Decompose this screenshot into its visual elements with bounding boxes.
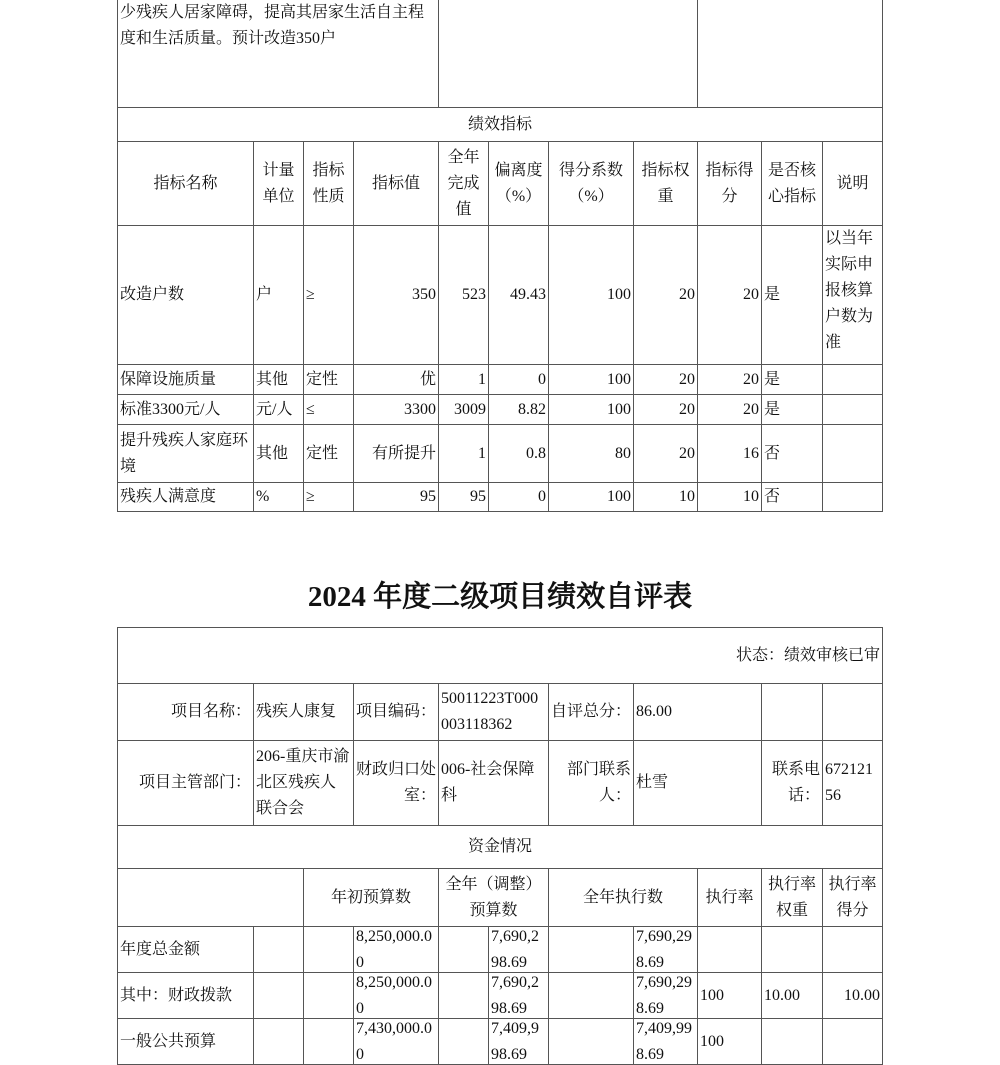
indicator-cell-text: 提升残疾人家庭环境 bbox=[120, 431, 249, 475]
funds-cell bbox=[761, 972, 823, 1019]
indicator-cell-text: 元/人 bbox=[256, 400, 293, 418]
indicator-cell bbox=[303, 394, 354, 425]
section-title-funds bbox=[117, 825, 883, 869]
funds-header-text: 全年执行数 bbox=[582, 888, 663, 906]
indicator-cell bbox=[353, 482, 439, 512]
indicator-cell bbox=[697, 364, 762, 395]
project-description-text: 少残疾人居家障碍，提高其居家生活自主程度和生活质量。预计改造350户 bbox=[120, 4, 425, 47]
indicator-cell-text: 有所提升 bbox=[371, 444, 436, 462]
indicator-cell bbox=[303, 482, 354, 512]
project_code_label-text: 项目编码： bbox=[356, 703, 437, 720]
funds-header bbox=[761, 868, 823, 927]
funds-header bbox=[697, 868, 762, 927]
indicator-cell-text: 优 bbox=[419, 370, 436, 388]
section-title-indicators-text: 绩效指标 bbox=[467, 115, 532, 133]
contact bbox=[633, 740, 762, 826]
indicator-header bbox=[303, 141, 354, 226]
finance_label bbox=[353, 740, 439, 826]
indicator-header-text: 指标权重 bbox=[641, 161, 690, 205]
indicator-cell-text: 户 bbox=[256, 286, 273, 303]
funds-cell bbox=[633, 926, 698, 973]
funds-cell-text: 7,430,000.00 bbox=[356, 1019, 432, 1063]
indicator-cell-text: 100 bbox=[607, 488, 631, 505]
project_code bbox=[438, 683, 549, 741]
indicator-cell bbox=[438, 482, 489, 512]
indicator-cell bbox=[822, 482, 883, 512]
funds-header-text: 执行率权重 bbox=[767, 875, 816, 919]
indicator-header-text: 偏离度（%） bbox=[494, 161, 543, 205]
indicator-cell bbox=[633, 394, 698, 425]
funds-cell bbox=[438, 1018, 489, 1065]
indicator-cell-text: 3009 bbox=[454, 400, 486, 418]
indicator-cell bbox=[548, 424, 634, 483]
funds-cell bbox=[253, 1018, 304, 1065]
funds-header-text: 执行率 bbox=[705, 888, 754, 906]
indicator-cell bbox=[353, 394, 439, 425]
indicator-cell-text: 80 bbox=[615, 444, 631, 462]
indicator-cell bbox=[488, 394, 549, 425]
funds-cell bbox=[488, 1018, 549, 1065]
indicator-cell-text: 以当年实际申报核算户数为准 bbox=[825, 230, 874, 351]
funds-cell-text: 7,409,998.69 bbox=[636, 1019, 692, 1063]
indicator-cell-text: 100 bbox=[607, 400, 631, 418]
contact_label bbox=[548, 740, 634, 826]
indicator-cell bbox=[822, 394, 883, 425]
indicator-cell-text: 16 bbox=[743, 444, 759, 462]
score bbox=[633, 683, 762, 741]
indicator-cell-text: % bbox=[256, 488, 270, 505]
indicator-cell bbox=[438, 225, 489, 365]
indicator-cell-text: 3300 bbox=[404, 400, 436, 418]
indicator-cell bbox=[548, 482, 634, 512]
indicator-cell bbox=[761, 225, 823, 365]
indicator-cell bbox=[117, 424, 254, 483]
section-title-indicators bbox=[117, 107, 883, 142]
project_code-text: 50011223T000003118362 bbox=[441, 690, 539, 733]
funds-cell bbox=[488, 972, 549, 1019]
funds-cell bbox=[697, 972, 762, 1019]
funds-header bbox=[548, 868, 698, 927]
indicator-cell-text: 0 bbox=[538, 370, 546, 388]
indicator-header-text: 全年完成值 bbox=[447, 148, 480, 218]
project_name_label bbox=[117, 683, 254, 741]
funds-cell bbox=[548, 972, 634, 1019]
funds-cell bbox=[303, 1018, 354, 1065]
funds-cell bbox=[633, 1018, 698, 1065]
indicator-cell bbox=[117, 225, 254, 365]
funds-cell-text: 10.00 bbox=[764, 986, 800, 1004]
indicator-cell-text: 20 bbox=[743, 370, 759, 388]
indicator-header bbox=[253, 141, 304, 226]
indicator-cell bbox=[488, 424, 549, 483]
indicator-cell bbox=[548, 364, 634, 395]
funds-cell bbox=[253, 926, 304, 973]
funds-cell-text: 一般公共预算 bbox=[120, 1032, 217, 1050]
contact_label-text: 部门联系人： bbox=[566, 761, 631, 804]
indicator-header-text: 指标值 bbox=[371, 174, 420, 192]
indicator-header-text: 说明 bbox=[836, 174, 869, 192]
indicator-cell bbox=[697, 482, 762, 512]
funds-header bbox=[438, 868, 549, 927]
indicator-cell bbox=[633, 225, 698, 365]
indicator-header bbox=[697, 141, 762, 226]
indicator-cell-text: 是 bbox=[764, 400, 781, 418]
funds-cell bbox=[303, 972, 354, 1019]
project_code_label bbox=[353, 683, 439, 741]
funds-cell bbox=[822, 926, 883, 973]
indicator-cell-text: 350 bbox=[412, 286, 436, 303]
funds-header bbox=[303, 868, 439, 927]
funds-cell bbox=[488, 926, 549, 973]
indicator-cell bbox=[697, 394, 762, 425]
funds-cell bbox=[117, 1018, 254, 1065]
dept_label-text: 项目主管部门： bbox=[138, 774, 251, 791]
funds-cell bbox=[548, 926, 634, 973]
funds-header-text: 执行率得分 bbox=[828, 875, 877, 919]
funds-header bbox=[117, 868, 304, 927]
indicator-cell bbox=[548, 394, 634, 425]
empty-cell bbox=[697, 0, 883, 108]
indicator-cell bbox=[822, 364, 883, 395]
indicator-cell-text: 1 bbox=[478, 444, 486, 462]
empty-cell bbox=[438, 0, 698, 108]
indicator-cell bbox=[488, 364, 549, 395]
funds-header-text: 全年（调整）预算数 bbox=[445, 875, 542, 919]
indicator-cell bbox=[253, 424, 304, 483]
indicator-cell-text: 标准3300元/人 bbox=[120, 400, 221, 418]
funds-cell bbox=[353, 926, 439, 973]
project-description bbox=[117, 0, 439, 108]
indicator-cell-text: 是 bbox=[764, 286, 781, 303]
project_name_label-text: 项目名称： bbox=[170, 703, 251, 720]
indicator-cell bbox=[633, 482, 698, 512]
indicator-cell bbox=[697, 225, 762, 365]
funds-cell-text: 7,690,298.69 bbox=[636, 927, 692, 971]
indicator-cell-text: 10 bbox=[743, 488, 759, 505]
indicator-header-text: 是否核心指标 bbox=[767, 161, 816, 205]
indicator-cell bbox=[697, 424, 762, 483]
finance-text: 006-社会保障科 bbox=[441, 761, 535, 804]
indicator-cell-text: 10 bbox=[679, 488, 695, 505]
funds-cell-text: 8,250,000.00 bbox=[356, 973, 432, 1017]
indicator-cell-text: 100 bbox=[607, 370, 631, 388]
funds-cell-text: 10.00 bbox=[844, 986, 880, 1004]
indicator-cell bbox=[438, 424, 489, 483]
indicator-cell-text: 保障设施质量 bbox=[120, 370, 217, 388]
project_name-text: 残疾人康复 bbox=[256, 703, 337, 720]
indicator-cell-text: 20 bbox=[679, 286, 695, 303]
indicator-cell-text: ≥ bbox=[306, 286, 315, 303]
indicator-cell-text: 是 bbox=[764, 370, 781, 388]
indicator-cell-text: 定性 bbox=[306, 444, 339, 462]
indicator-cell-text: 20 bbox=[679, 400, 695, 418]
funds-cell bbox=[353, 972, 439, 1019]
indicator-header bbox=[353, 141, 439, 226]
indicator-header bbox=[488, 141, 549, 226]
funds-cell bbox=[253, 972, 304, 1019]
indicator-cell bbox=[488, 225, 549, 365]
funds-cell bbox=[438, 926, 489, 973]
funds-cell bbox=[761, 1018, 823, 1065]
indicator-cell bbox=[438, 394, 489, 425]
indicator-cell bbox=[438, 364, 489, 395]
phone-text: 67212156 bbox=[825, 761, 873, 804]
indicator-header-text: 得分系数（%） bbox=[558, 161, 623, 205]
score_label-text: 自评总分： bbox=[551, 703, 632, 720]
indicator-cell-text: 95 bbox=[470, 488, 486, 505]
indicator-cell-text: 定性 bbox=[306, 370, 339, 388]
status-text bbox=[117, 627, 883, 684]
indicator-cell-text: 20 bbox=[743, 400, 759, 418]
page-title: 2024 年度二级项目绩效自评表 bbox=[307, 581, 693, 613]
funds-cell bbox=[822, 1018, 883, 1065]
indicator-header bbox=[761, 141, 823, 226]
phone_label-text: 联系电话： bbox=[771, 761, 820, 804]
funds-cell bbox=[548, 1018, 634, 1065]
indicator-cell-text: 否 bbox=[764, 444, 781, 462]
funds-cell-text: 其中：财政拨款 bbox=[120, 986, 233, 1004]
funds-cell-text: 7,409,998.69 bbox=[491, 1019, 539, 1063]
indicator-cell bbox=[822, 424, 883, 483]
indicator-cell bbox=[253, 482, 304, 512]
indicator-cell-text: 100 bbox=[607, 286, 631, 303]
indicator-header bbox=[117, 141, 254, 226]
finance bbox=[438, 740, 549, 826]
indicator-cell bbox=[253, 364, 304, 395]
indicator-cell bbox=[353, 364, 439, 395]
funds-cell bbox=[761, 926, 823, 973]
status-text-text: 状态：绩效审核已审 bbox=[735, 646, 880, 664]
indicator-cell-text: 改造户数 bbox=[120, 286, 185, 303]
indicator-cell-text: 95 bbox=[420, 488, 436, 505]
project_name bbox=[253, 683, 354, 741]
indicator-cell-text: 其他 bbox=[256, 444, 289, 462]
funds-cell-text: 8,250,000.00 bbox=[356, 927, 432, 971]
indicator-header bbox=[438, 141, 489, 226]
funds-cell-text: 7,690,298.69 bbox=[491, 973, 539, 1017]
score-text: 86.00 bbox=[636, 703, 672, 720]
phone_label bbox=[761, 740, 823, 826]
funds-cell bbox=[303, 926, 354, 973]
indicator-cell bbox=[303, 364, 354, 395]
indicator-cell-text: 残疾人满意度 bbox=[120, 488, 217, 505]
indicator-header-text: 指标名称 bbox=[153, 174, 218, 192]
indicator-cell-text: ≥ bbox=[306, 488, 315, 505]
funds-cell bbox=[117, 972, 254, 1019]
indicator-header bbox=[633, 141, 698, 226]
indicator-cell bbox=[353, 225, 439, 365]
indicator-cell bbox=[633, 364, 698, 395]
indicator-header-text: 指标得分 bbox=[705, 161, 754, 205]
funds-cell-text: 7,690,298.69 bbox=[491, 927, 539, 971]
dept bbox=[253, 740, 354, 826]
section-title-funds-text: 资金情况 bbox=[467, 838, 532, 855]
indicator-cell bbox=[253, 394, 304, 425]
empty-cell bbox=[761, 683, 823, 741]
indicator-cell-text: 20 bbox=[679, 370, 695, 388]
indicator-cell-text: 0 bbox=[538, 488, 546, 505]
funds-cell bbox=[117, 926, 254, 973]
indicator-header-text: 计量单位 bbox=[262, 161, 295, 205]
funds-cell bbox=[822, 972, 883, 1019]
dept-text: 206-重庆市渝北区残疾人联合会 bbox=[256, 748, 350, 817]
empty-cell bbox=[822, 683, 883, 741]
funds-cell bbox=[353, 1018, 439, 1065]
indicator-cell bbox=[822, 225, 883, 365]
funds-cell bbox=[438, 972, 489, 1019]
funds-header bbox=[822, 868, 883, 927]
indicator-cell-text: 20 bbox=[679, 444, 695, 462]
indicator-cell bbox=[303, 424, 354, 483]
dept_label bbox=[117, 740, 254, 826]
indicator-cell-text: 49.43 bbox=[510, 286, 546, 303]
indicator-cell-text: 523 bbox=[462, 286, 486, 303]
funds-cell bbox=[697, 926, 762, 973]
funds-cell bbox=[697, 1018, 762, 1065]
indicator-cell bbox=[303, 225, 354, 365]
funds-cell bbox=[633, 972, 698, 1019]
indicator-cell bbox=[761, 364, 823, 395]
indicator-cell-text: 0.8 bbox=[526, 444, 546, 462]
indicator-cell-text: ≤ bbox=[306, 400, 315, 418]
indicator-cell bbox=[548, 225, 634, 365]
indicator-cell bbox=[761, 424, 823, 483]
funds-cell-text: 7,690,298.69 bbox=[636, 973, 692, 1017]
indicator-cell-text: 否 bbox=[764, 488, 781, 505]
indicator-cell bbox=[253, 225, 304, 365]
indicator-header-text: 指标性质 bbox=[312, 161, 345, 205]
indicator-header bbox=[822, 141, 883, 226]
indicator-cell bbox=[117, 394, 254, 425]
indicator-cell-text: 1 bbox=[478, 370, 486, 388]
funds-cell-text: 100 bbox=[700, 986, 724, 1004]
indicator-cell-text: 20 bbox=[743, 286, 759, 303]
indicator-cell bbox=[488, 482, 549, 512]
finance_label-text: 财政归口处室： bbox=[356, 761, 437, 804]
indicator-cell bbox=[117, 364, 254, 395]
score_label bbox=[548, 683, 634, 741]
indicator-cell bbox=[353, 424, 439, 483]
funds-cell-text: 100 bbox=[700, 1032, 724, 1050]
indicator-cell bbox=[117, 482, 254, 512]
indicator-cell-text: 其他 bbox=[256, 370, 289, 388]
indicator-cell bbox=[761, 394, 823, 425]
funds-cell-text: 年度总金额 bbox=[120, 940, 201, 958]
indicator-cell-text: 8.82 bbox=[518, 400, 546, 418]
indicator-cell bbox=[761, 482, 823, 512]
contact-text: 杜雪 bbox=[636, 774, 669, 791]
phone bbox=[822, 740, 883, 826]
funds-header-text: 年初预算数 bbox=[330, 888, 411, 906]
indicator-cell bbox=[633, 424, 698, 483]
indicator-header bbox=[548, 141, 634, 226]
